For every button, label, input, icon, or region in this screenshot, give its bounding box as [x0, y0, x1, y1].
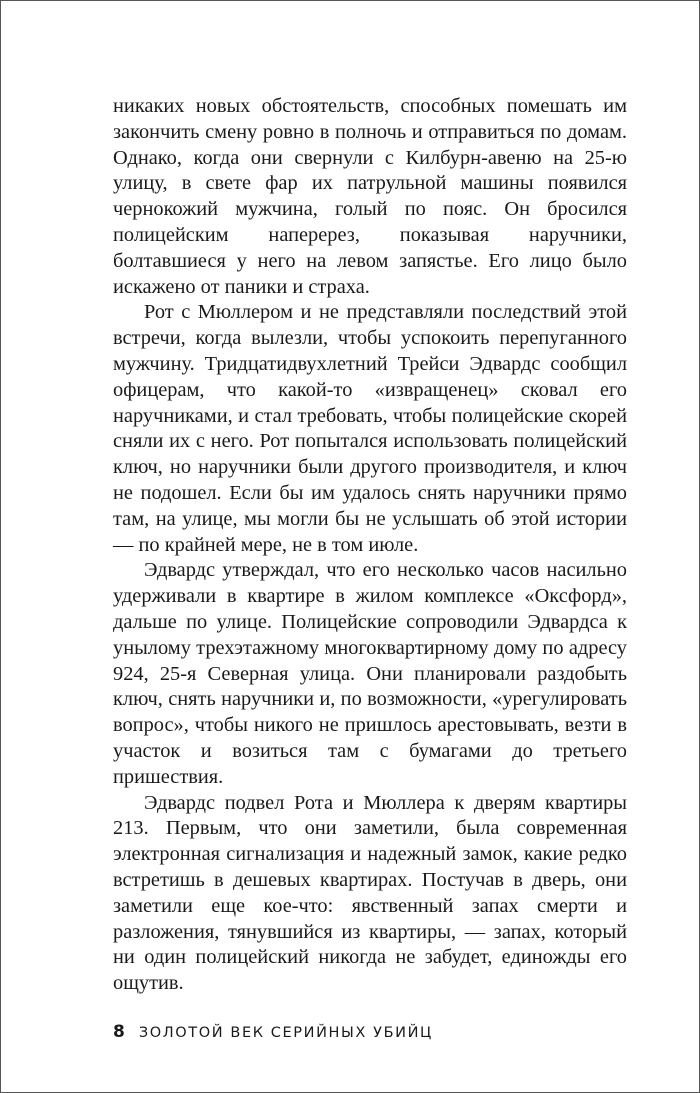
paragraph-roth-mueller: Рот с Мюллером и не представляли последствий этой встречи, когда вылезли, чтобы успокоить перепуганного мужчину. Тридцатидвухлетний Трейси Эдвардс сообщил офицерам, что какой-то «извращенец» сковал его наручниками, и стал требовать, чтобы полицейские скорей сняли их с него. Рот попытался использовать полицейский ключ, но наручники были другого производителя, и ключ не подошел. Если бы им удалось снять наручники прямо там, на улице, мы могли бы не услышать об этой истории — по крайней мере, не в том июле. — [113, 301, 627, 556]
body-text — [113, 94, 627, 997]
paragraph-continued: никаких новых обстоятельств, способных помешать им закончить смену ровно в полночь и отправиться по домам. Однако, когда они свернули с Килбурн-авеню на 25-ю улицу, в свете фар их патрульной машины появился чернокожий мужчина, голый по пояс. Он бросился полицейским наперерез, показывая наручники, болтавшиеся у него на левом запястье. Его лицо было искажено от паники и страха. — [113, 95, 627, 298]
page-number: 8 — [113, 1022, 125, 1042]
paragraph-apartment-213: Эдвардс подвел Рота и Мюллера к дверям квартиры 213. Первым, что они заметили, была современная электронная сигнализация и надежный замок, какие редко встретишь в дешевых квартирах. Постучав в дверь, они заметили еще кое-что: явственный запах смерти и разложения, тянувшийся из квартиры, — запах, который ни один полицейский никогда не забудет, единожды его ощутив. — [113, 791, 627, 995]
paragraph-edwards-claim: Эдвардс утверждал, что его несколько часов насильно удерживали в квартире в жилом комплексе «Оксфорд», дальше по улице. Полицейские сопроводили Эдвардса к унылому трехэтажному многоквартирному дому по адресу 924, 25-я Северная улица. Они планировали раздобыть ключ, снять наручники и, по возможности, «урегулировать вопрос», чтобы никого не пришлось арестовывать, везти в участок и возиться там с бумагами до третьего пришествия. — [113, 559, 627, 788]
running-title: ЗОЛОТОЙ ВЕК СЕРИЙНЫХ УБИЙЦ — [138, 1025, 433, 1041]
page-footer — [113, 1022, 433, 1042]
